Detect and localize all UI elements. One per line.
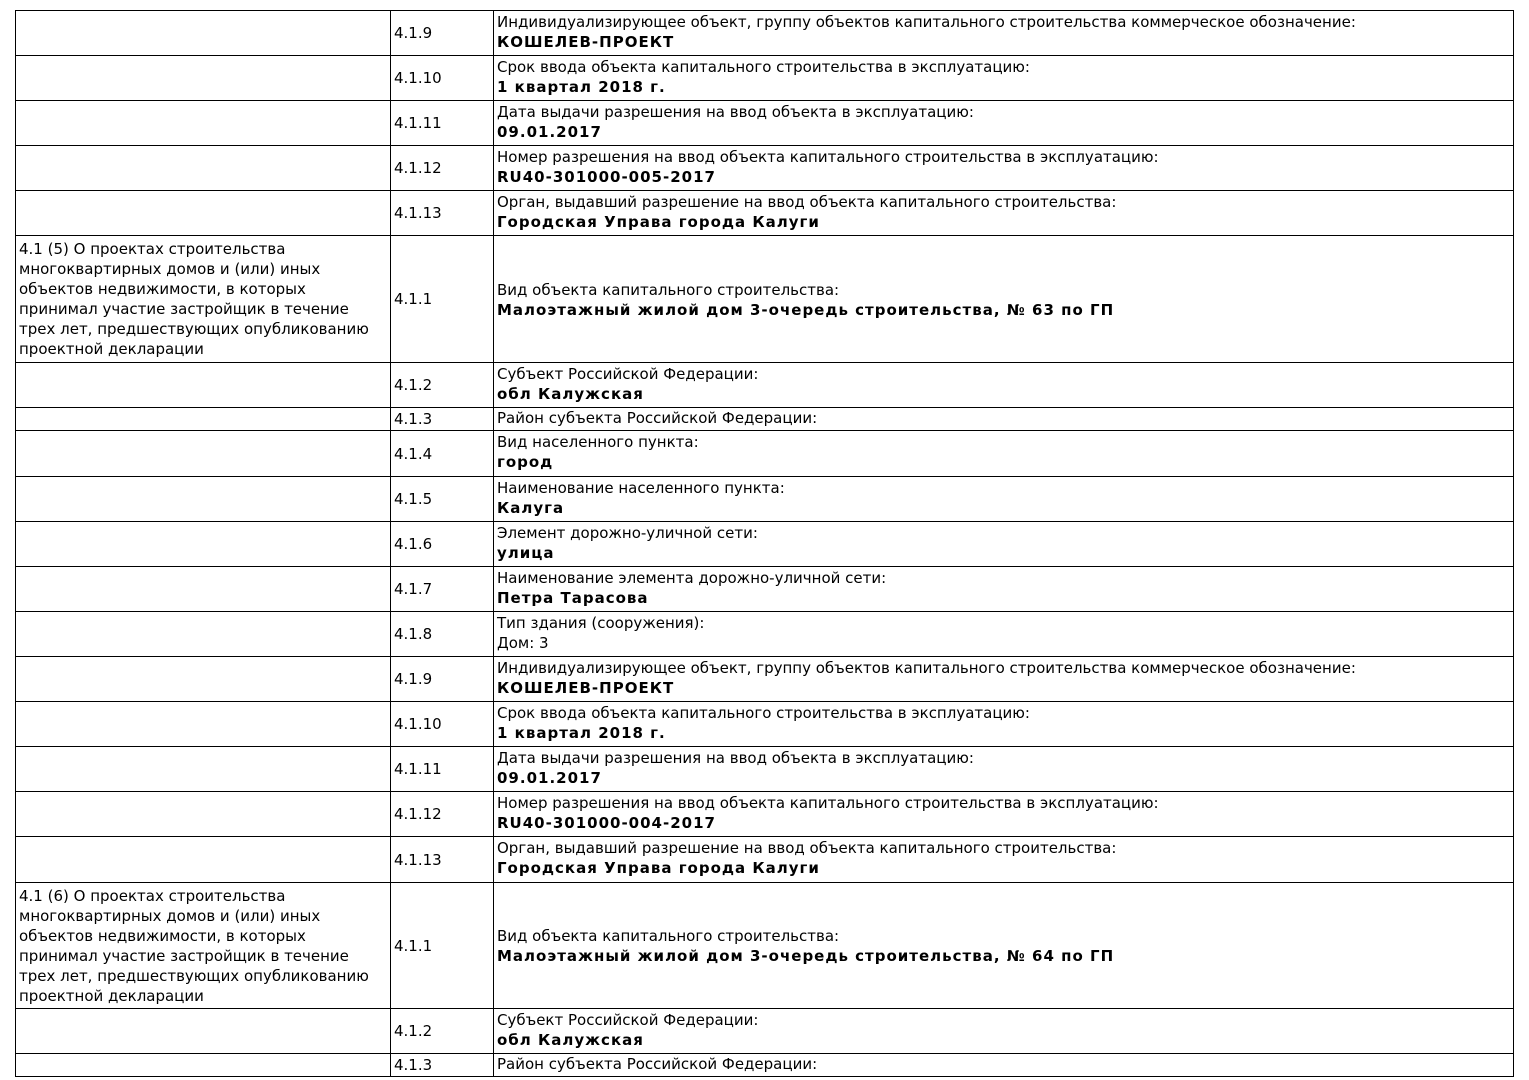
item-content-cell (494, 236, 1514, 363)
item-label: Индивидуализирующее объект, группу объектов капитального строительства коммерческое обозначение: (497, 13, 1356, 31)
item-label: Номер разрешения на ввод объекта капитального строительства в эксплуатацию: (497, 148, 1159, 166)
table-row (16, 477, 1514, 522)
item-label: Индивидуализирующее объект, группу объектов капитального строительства коммерческое обозначение: (497, 659, 1356, 677)
item-label: Наименование элемента дорожно-уличной сети: (497, 569, 887, 587)
item-number-cell: 4.1.11 (391, 747, 494, 792)
item-content-cell (494, 1054, 1514, 1077)
item-value: КОШЕЛЕВ-ПРОЕКТ (497, 33, 675, 51)
item-number-cell: 4.1.10 (391, 56, 494, 101)
item-content-cell (494, 408, 1514, 431)
section-title-cell (16, 837, 391, 883)
item-content-cell (494, 522, 1514, 567)
item-content-cell (494, 431, 1514, 477)
item-label: Срок ввода объекта капитального строительства в эксплуатацию: (497, 704, 1030, 722)
item-content-cell (494, 101, 1514, 146)
item-number-cell: 4.1.13 (391, 837, 494, 883)
table-row (16, 792, 1514, 837)
item-number-cell: 4.1.9 (391, 11, 494, 56)
section-title-cell (16, 747, 391, 792)
section-title-cell (16, 146, 391, 191)
item-number-cell: 4.1.10 (391, 702, 494, 747)
item-label: Тип здания (сооружения): (497, 614, 705, 632)
item-content-cell (494, 191, 1514, 236)
section-title-cell (16, 792, 391, 837)
item-number-cell: 4.1.11 (391, 101, 494, 146)
table-row (16, 101, 1514, 146)
item-label: Номер разрешения на ввод объекта капитального строительства в эксплуатацию: (497, 794, 1159, 812)
section-title-cell (16, 363, 391, 408)
item-number-cell: 4.1.4 (391, 431, 494, 477)
section-title-cell (16, 522, 391, 567)
item-content-cell (494, 477, 1514, 522)
table-row (16, 1054, 1514, 1077)
item-label: Субъект Российской Федерации: (497, 1011, 759, 1029)
item-value: RU40-301000-004-2017 (497, 814, 716, 832)
item-content-cell (494, 1009, 1514, 1054)
section-title-cell (16, 567, 391, 612)
item-number-cell: 4.1.2 (391, 363, 494, 408)
table-row (16, 1009, 1514, 1054)
item-value: 09.01.2017 (497, 123, 602, 141)
item-label: Дата выдачи разрешения на ввод объекта в эксплуатацию: (497, 103, 974, 121)
item-number-cell: 4.1.8 (391, 612, 494, 657)
item-number-cell: 4.1.9 (391, 657, 494, 702)
item-label: Наименование населенного пункта: (497, 479, 785, 497)
table-row (16, 883, 1514, 1009)
item-value: КОШЕЛЕВ-ПРОЕКТ (497, 679, 675, 697)
item-value: улица (497, 544, 555, 562)
item-value: Калуга (497, 499, 565, 517)
item-content-cell (494, 702, 1514, 747)
item-content-cell (494, 837, 1514, 883)
item-label: Элемент дорожно-уличной сети: (497, 524, 758, 542)
section-title-cell (16, 191, 391, 236)
item-content-cell (494, 146, 1514, 191)
section-title-cell (16, 11, 391, 56)
item-label: Срок ввода объекта капитального строительства в эксплуатацию: (497, 58, 1030, 76)
item-content-cell (494, 883, 1514, 1009)
item-label: Орган, выдавший разрешение на ввод объекта капитального строительства: (497, 839, 1117, 857)
item-label: Дата выдачи разрешения на ввод объекта в эксплуатацию: (497, 749, 974, 767)
item-number-cell: 4.1.1 (391, 883, 494, 1009)
item-label: Орган, выдавший разрешение на ввод объекта капитального строительства: (497, 193, 1117, 211)
item-number-cell: 4.1.3 (391, 1054, 494, 1077)
item-number-cell: 4.1.3 (391, 408, 494, 431)
item-content-cell (494, 747, 1514, 792)
item-content-cell (494, 363, 1514, 408)
item-number-cell: 4.1.7 (391, 567, 494, 612)
table-row (16, 431, 1514, 477)
item-value: Городская Управа города Калуги (497, 859, 820, 877)
table-row (16, 11, 1514, 56)
table-row (16, 56, 1514, 101)
item-value: город (497, 453, 554, 471)
item-content-cell (494, 56, 1514, 101)
item-content-cell (494, 792, 1514, 837)
item-label: Вид объекта капитального строительства: (497, 927, 840, 945)
item-number-cell: 4.1.5 (391, 477, 494, 522)
item-content-cell (494, 567, 1514, 612)
table-row (16, 236, 1514, 363)
section-title-cell (16, 56, 391, 101)
table-row (16, 567, 1514, 612)
item-number-cell: 4.1.2 (391, 1009, 494, 1054)
table-row (16, 837, 1514, 883)
item-value: Малоэтажный жилой дом 3-очередь строительства, № 63 по ГП (497, 300, 1115, 319)
item-content-cell (494, 612, 1514, 657)
item-label: Район субъекта Российской Федерации: (497, 1055, 818, 1073)
item-label: Вид населенного пункта: (497, 433, 699, 451)
item-value: 09.01.2017 (497, 769, 602, 787)
item-number-cell: 4.1.12 (391, 792, 494, 837)
section-title-cell (16, 702, 391, 747)
item-number-cell: 4.1.6 (391, 522, 494, 567)
section-title-cell (16, 431, 391, 477)
item-value: RU40-301000-005-2017 (497, 168, 716, 186)
item-label: Вид объекта капитального строительства: (497, 280, 840, 299)
section-title-cell (16, 408, 391, 431)
section-title-cell (16, 1054, 391, 1077)
table-row (16, 747, 1514, 792)
section-title-cell (16, 1009, 391, 1054)
section-title-cell (16, 657, 391, 702)
item-value: Дом: 3 (497, 634, 549, 652)
section-title-cell (16, 612, 391, 657)
item-label: Субъект Российской Федерации: (497, 365, 759, 383)
table-row (16, 702, 1514, 747)
item-content-cell (494, 11, 1514, 56)
table-row (16, 363, 1514, 408)
item-number-cell: 4.1.1 (391, 236, 494, 363)
section-title-cell: 4.1 (5) О проектах строительства многоквартирных домов и (или) иных объектов недвижимости, в которых принимал участие застройщик в течение трех лет, предшествующих опубликованию проектной декларации (16, 236, 391, 363)
item-label: Район субъекта Российской Федерации: (497, 409, 818, 427)
item-content-cell (494, 657, 1514, 702)
table-row (16, 522, 1514, 567)
table-row (16, 146, 1514, 191)
item-value: обл Калужская (497, 385, 644, 403)
item-value: Малоэтажный жилой дом 3-очередь строительства, № 64 по ГП (497, 947, 1115, 965)
item-number-cell: 4.1.12 (391, 146, 494, 191)
declaration-table (15, 10, 1514, 1077)
item-value: обл Калужская (497, 1031, 644, 1049)
section-title-cell: 4.1 (6) О проектах строительства многоквартирных домов и (или) иных объектов недвижимости, в которых принимал участие застройщик в течение трех лет, предшествующих опубликованию проектной декларации (16, 883, 391, 1009)
table-row (16, 408, 1514, 431)
item-number-cell: 4.1.13 (391, 191, 494, 236)
table-row (16, 657, 1514, 702)
item-value: Городская Управа города Калуги (497, 213, 820, 231)
item-value: Петра Тарасова (497, 589, 649, 607)
item-value: 1 квартал 2018 г. (497, 724, 666, 742)
section-title-cell (16, 101, 391, 146)
table-row (16, 612, 1514, 657)
section-title-cell (16, 477, 391, 522)
item-value: 1 квартал 2018 г. (497, 78, 666, 96)
table-row (16, 191, 1514, 236)
